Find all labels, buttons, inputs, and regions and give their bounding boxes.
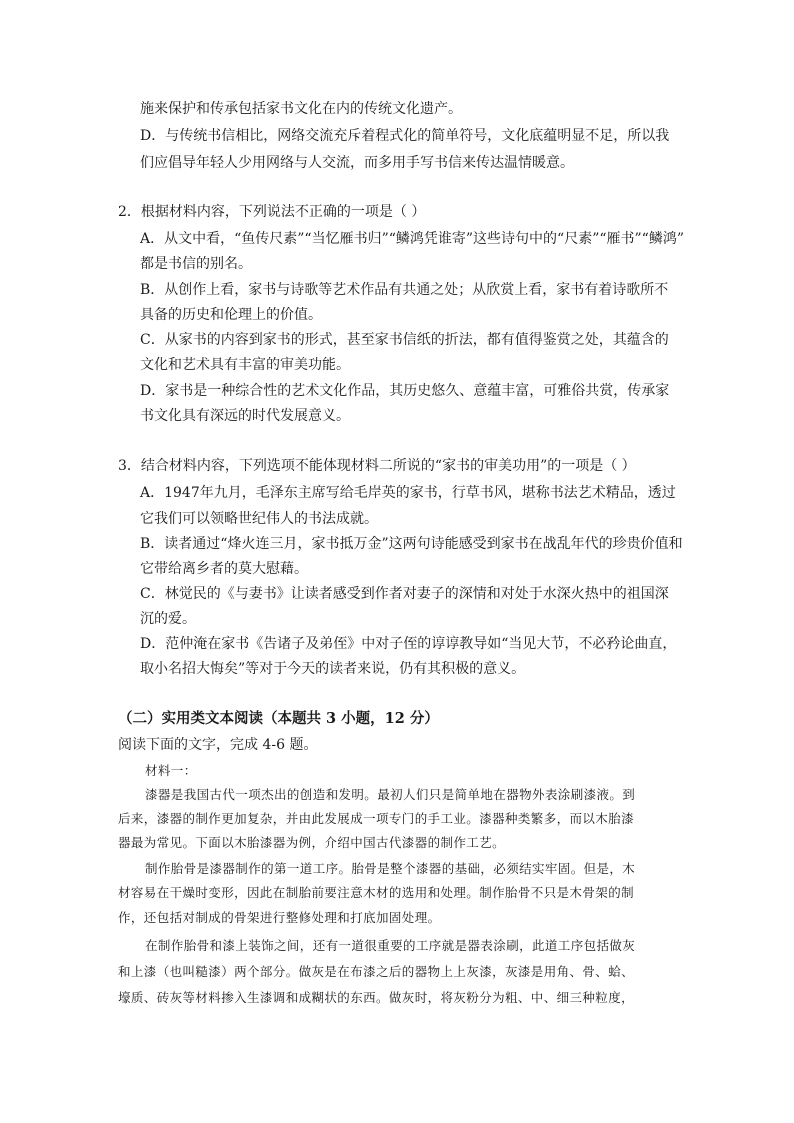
paragraph-1-line-2: 后来，漆器的制作更加复杂，并由此发展成一项专门的手工业。漆器种类繁多，而以木胎漆	[118, 811, 635, 826]
q2-option-c-line-1: C．从家书的内容到家书的形式，甚至家书信纸的折法，都有值得鉴赏之处，其蕴含的	[140, 332, 669, 348]
q3-option-d-line-2: 取小名招大悔矣”等对于今天的读者来说，仍有其积极的意义。	[140, 661, 526, 677]
q2-option-d-line-2: 书文化具有深远的时代发展意义。	[140, 408, 350, 424]
paragraph-3-line-1: 在制作胎骨和漆上装饰之间，还有一道很重要的工序就是器表涂刷，此道工序包括做灰	[145, 938, 636, 953]
q3-option-a-line-2: 它我们可以领略世纪伟人的书法成就。	[140, 511, 378, 527]
paragraph-1-line-3: 器最为常见。下面以木胎漆器为例，介绍中国古代漆器的制作工艺。	[118, 835, 506, 850]
q2-option-b-line-2: 具备的历史和伦理上的价值。	[140, 307, 322, 323]
paragraph-3-line-3: 壕质、砖灰等材料掺入生漆调和成糊状的东西。做灰时，将灰粉分为粗、中、细三种粒度，	[118, 990, 635, 1005]
section-heading: （二）实用类文本阅读（本题共 3 小题，12 分）	[118, 710, 439, 727]
paragraph-1-line-1: 漆器是我国古代一项杰出的创造和发明。最初人们只是简单地在器物外表涂刷漆液。到	[145, 787, 636, 802]
paragraph-2-line-1: 制作胎骨是漆器制作的第一道工序。胎骨是整个漆器的基础，必须结实牢固。但是，木	[145, 861, 636, 876]
paragraph-3-line-2: 和上漆（也叫糙漆）两个部分。做灰是在布漆之后的器物上上灰漆，灰漆是用角、骨、蛤、	[118, 964, 635, 979]
q1-option-d-line-1: D．与传统书信相比，网络交流充斥着程式化的简单符号，文化底蕴明显不足，所以我	[140, 128, 670, 144]
q3-option-c-line-1: C．林觉民的《与妻书》让读者感受到作者对妻子的深情和对处于水深火热中的祖国深	[140, 586, 669, 602]
q1-option-c-line-2: 施来保护和传承包括家书文化在内的传统文化遗产。	[140, 101, 462, 117]
paragraph-2-line-2: 材容易在干燥时变形，因此在制胎前要注意木材的选用和处理。制作胎骨不只是木骨架的制	[118, 885, 635, 900]
q2-option-c-line-2: 文化和艺术具有丰富的审美功能。	[140, 357, 350, 373]
q3-option-a-line-1: A．1947年九月，毛泽东主席写给毛岸英的家书，行草书风，堪称书法艺术精品，透过	[140, 485, 676, 501]
q2-option-a-line-1: A．从文中看，“鱼传尺素”“当忆雁书归”“鳞鸿凭谁寄”这些诗句中的“尺素”“雁书”“鳞鸿”	[140, 231, 684, 247]
section-instruction: 阅读下面的文字，完成 4-6 题。	[118, 737, 318, 753]
q3-option-b-line-1: B．读者通过“烽火连三月，家书抵万金”这两句诗能感受到家书在战乱年代的珍贵价值和	[140, 536, 683, 552]
q3-option-b-line-2: 它带给离乡者的莫大慰藉。	[140, 561, 308, 577]
q2-option-d-line-1: D．家书是一种综合性的艺术文化作品，其历史悠久、意蕴丰富，可雅俗共赏，传承家	[140, 383, 670, 399]
paragraph-2-line-3: 作，还包括对制成的骨架进行整修处理和打底加固处理。	[118, 910, 441, 925]
q3-option-c-line-2: 沉的爱。	[140, 611, 196, 627]
q2-option-b-line-1: B．从创作上看，家书与诗歌等艺术作品有共通之处；从欣赏上看，家书有着诗歌所不	[140, 282, 669, 298]
material-label: 材料一：	[145, 763, 197, 778]
q1-option-d-line-2: 们应倡导年轻人少用网络与人交流，而多用手写书信来传达温情暖意。	[140, 155, 574, 171]
q3-stem: 3．结合材料内容，下列选项不能体现材料二所说的“家书的审美功用”的一项是（ ）	[118, 458, 636, 474]
q2-option-a-line-2: 都是书信的别名。	[140, 256, 252, 272]
q2-stem: 2．根据材料内容，下列说法不正确的一项是（ ）	[118, 204, 426, 220]
q3-option-d-line-1: D．范仲淹在家书《告诸子及弟侄》中对子侄的谆谆教导如“当见大节，不必矜论曲直，	[140, 636, 677, 652]
